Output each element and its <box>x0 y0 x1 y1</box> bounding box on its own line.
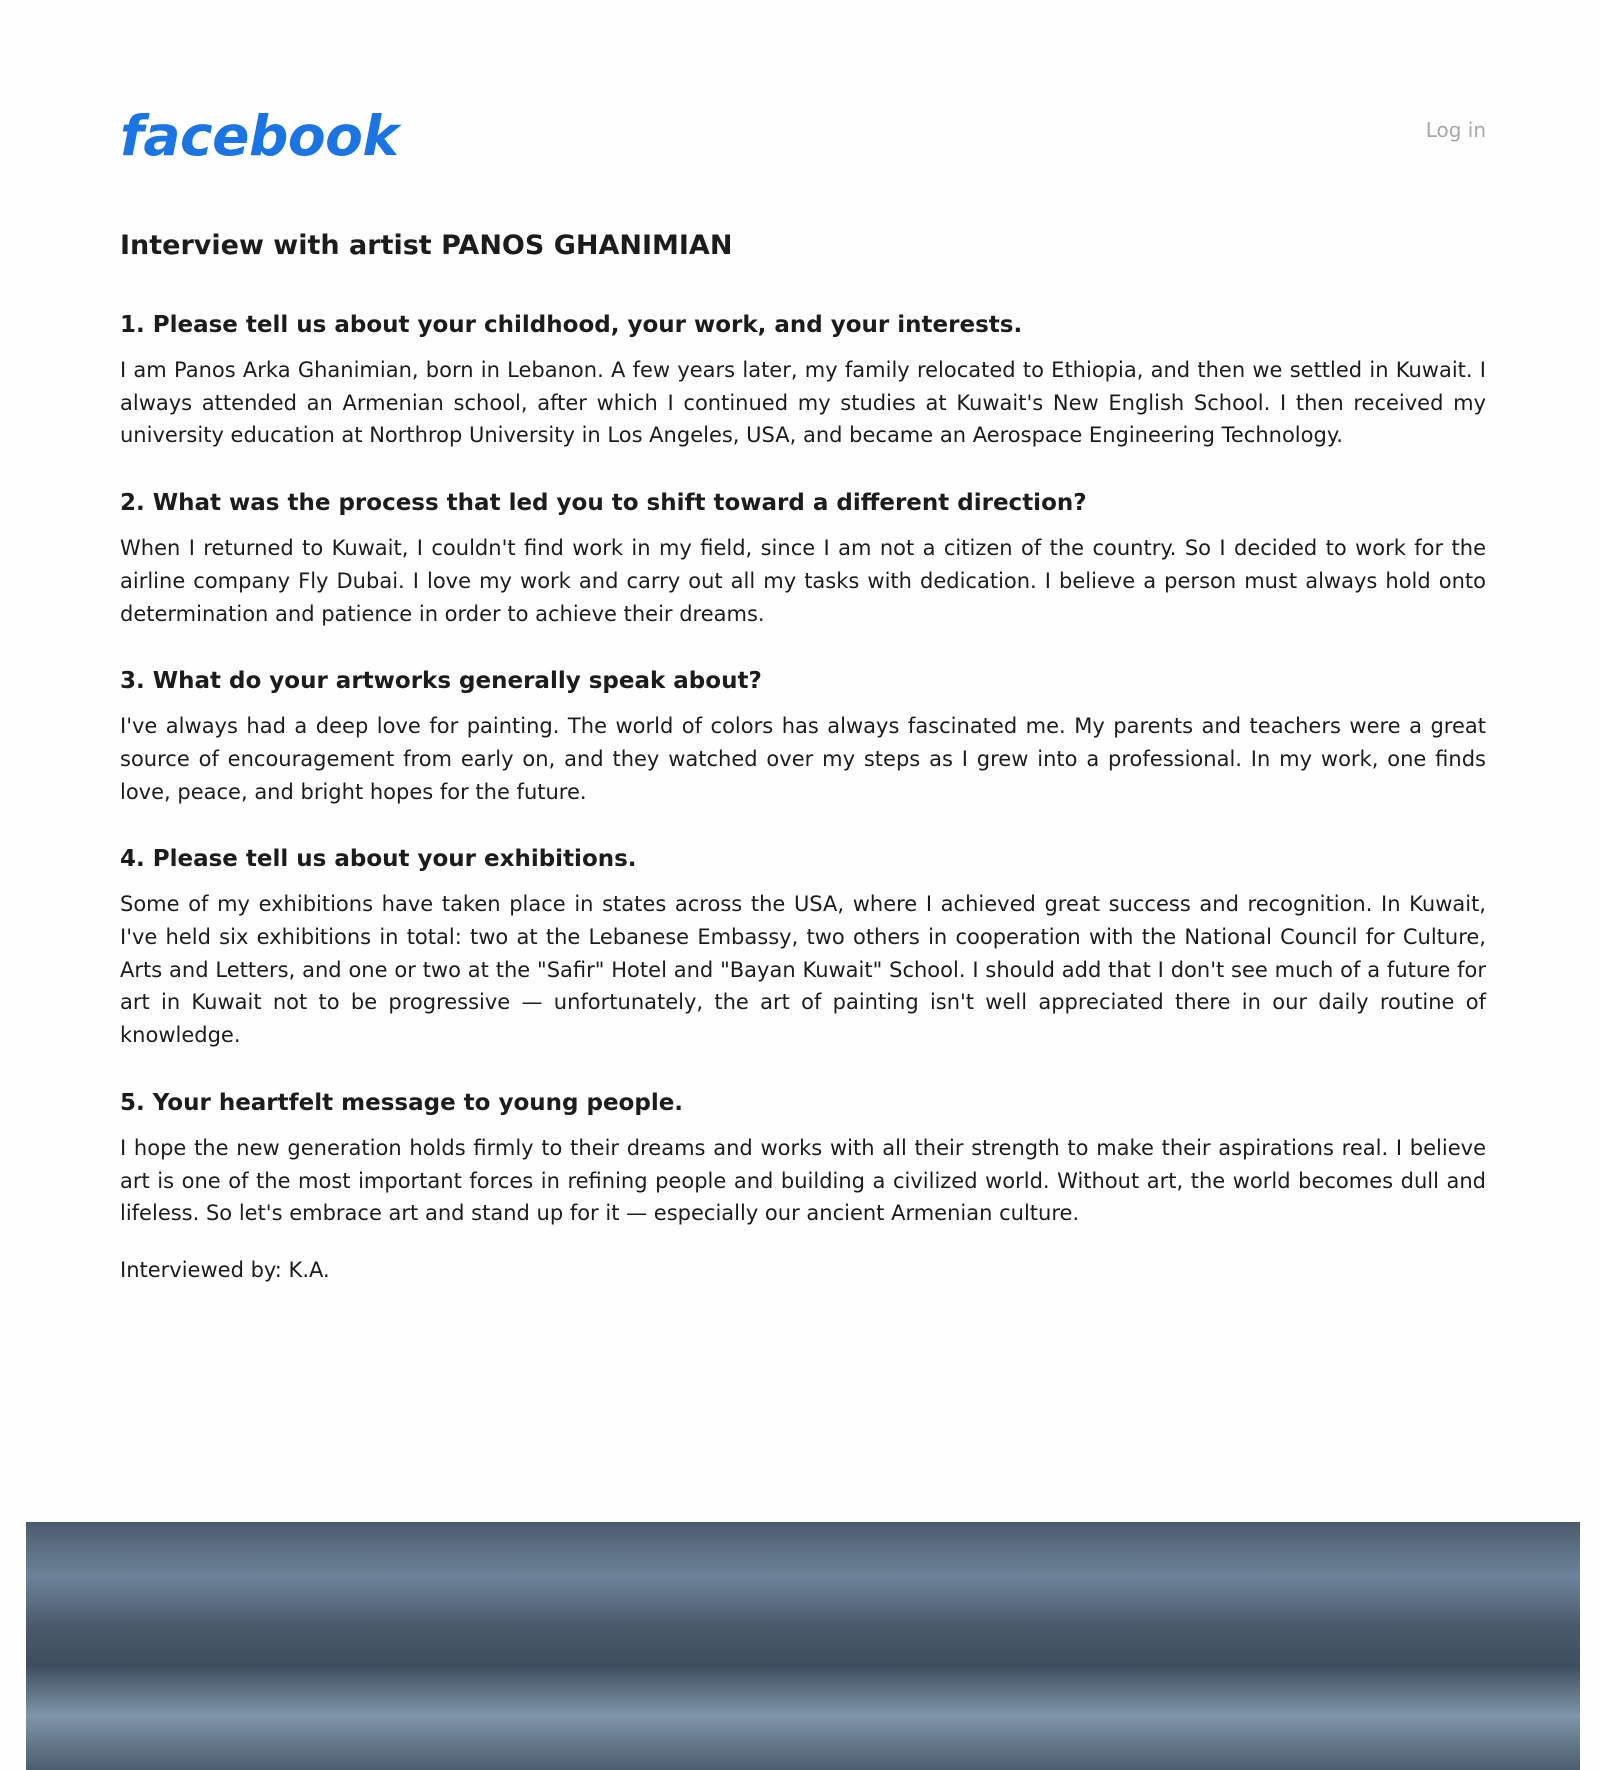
page-header <box>120 96 1486 176</box>
question-heading: 2. What was the process that led you to shift toward a different direction? <box>120 490 1087 517</box>
qa-section <box>120 486 1486 630</box>
answer-paragraph: Some of my exhibitions have taken place in states across the USA, where I achieved great success and recognition. In Kuwait, I've held six exhibitions in total: two at the Lebanese Embassy, two others in cooperation with the National Council for Culture, Arts and Letters, and one or two at the "Safir" Hotel and "Bayan Kuwait" School. I should add that I don't see much of a future for art in Kuwait not to be progressive — unfortunately, the art of painting isn't well appreciated there in our daily routine of knowledge. <box>120 892 1486 1048</box>
qa-section <box>120 1086 1486 1230</box>
question-heading: 4. Please tell us about your exhibitions. <box>120 846 637 873</box>
footer-gradient-band <box>26 1522 1580 1770</box>
question-heading: 5. Your heartfelt message to young people. <box>120 1089 684 1116</box>
article-title: Interview with artist PANOS GHANIMIAN <box>120 230 733 261</box>
facebook-logo[interactable]: facebook <box>120 104 399 168</box>
question-heading: 3. What do your artworks generally speak about? <box>120 668 762 695</box>
qa-section <box>120 308 1486 452</box>
qa-section <box>120 842 1486 1052</box>
login-link[interactable]: Log in <box>1425 118 1486 142</box>
qa-section <box>120 664 1486 808</box>
question-heading: 1. Please tell us about your childhood, your work, and your interests. <box>120 312 1023 338</box>
answer-paragraph: I am Panos Arka Ghanimian, born in Lebanon. A few years later, my family relocated to Ethiopia, and then we settled in Kuwait. I always attended an Armenian school, after which I continued my studies at Kuwait's New English School. I then received my university education at Northrop University in Los Angeles, USA, and became an Aerospace Engineering Technology. <box>120 358 1486 448</box>
answer-paragraph: I've always had a deep love for painting. The world of colors has always fascinated me. My parents and teachers were a great source of encouragement from early on, and they watched over my steps as I grew into a professional. In my work, one finds love, peace, and bright hopes for the future. <box>120 714 1486 804</box>
answer-paragraph: When I returned to Kuwait, I couldn't find work in my field, since I am not a citizen of the country. So I decided to work for the airline company Fly Dubai. I love my work and carry out all my tasks with dedication. I believe a person must always hold onto determination and patience in order to achieve their dreams. <box>120 536 1486 626</box>
article <box>120 226 1486 1286</box>
interviewer-byline: Interviewed by: K.A. <box>120 1257 330 1282</box>
answer-paragraph: I hope the new generation holds firmly to their dreams and works with all their strength to make their aspirations real. I believe art is one of the most important forces in refining people and building a civilized world. Without art, the world becomes dull and lifeless. So let's embrace art and stand up for it — especially our ancient Armenian culture. <box>120 1135 1486 1226</box>
